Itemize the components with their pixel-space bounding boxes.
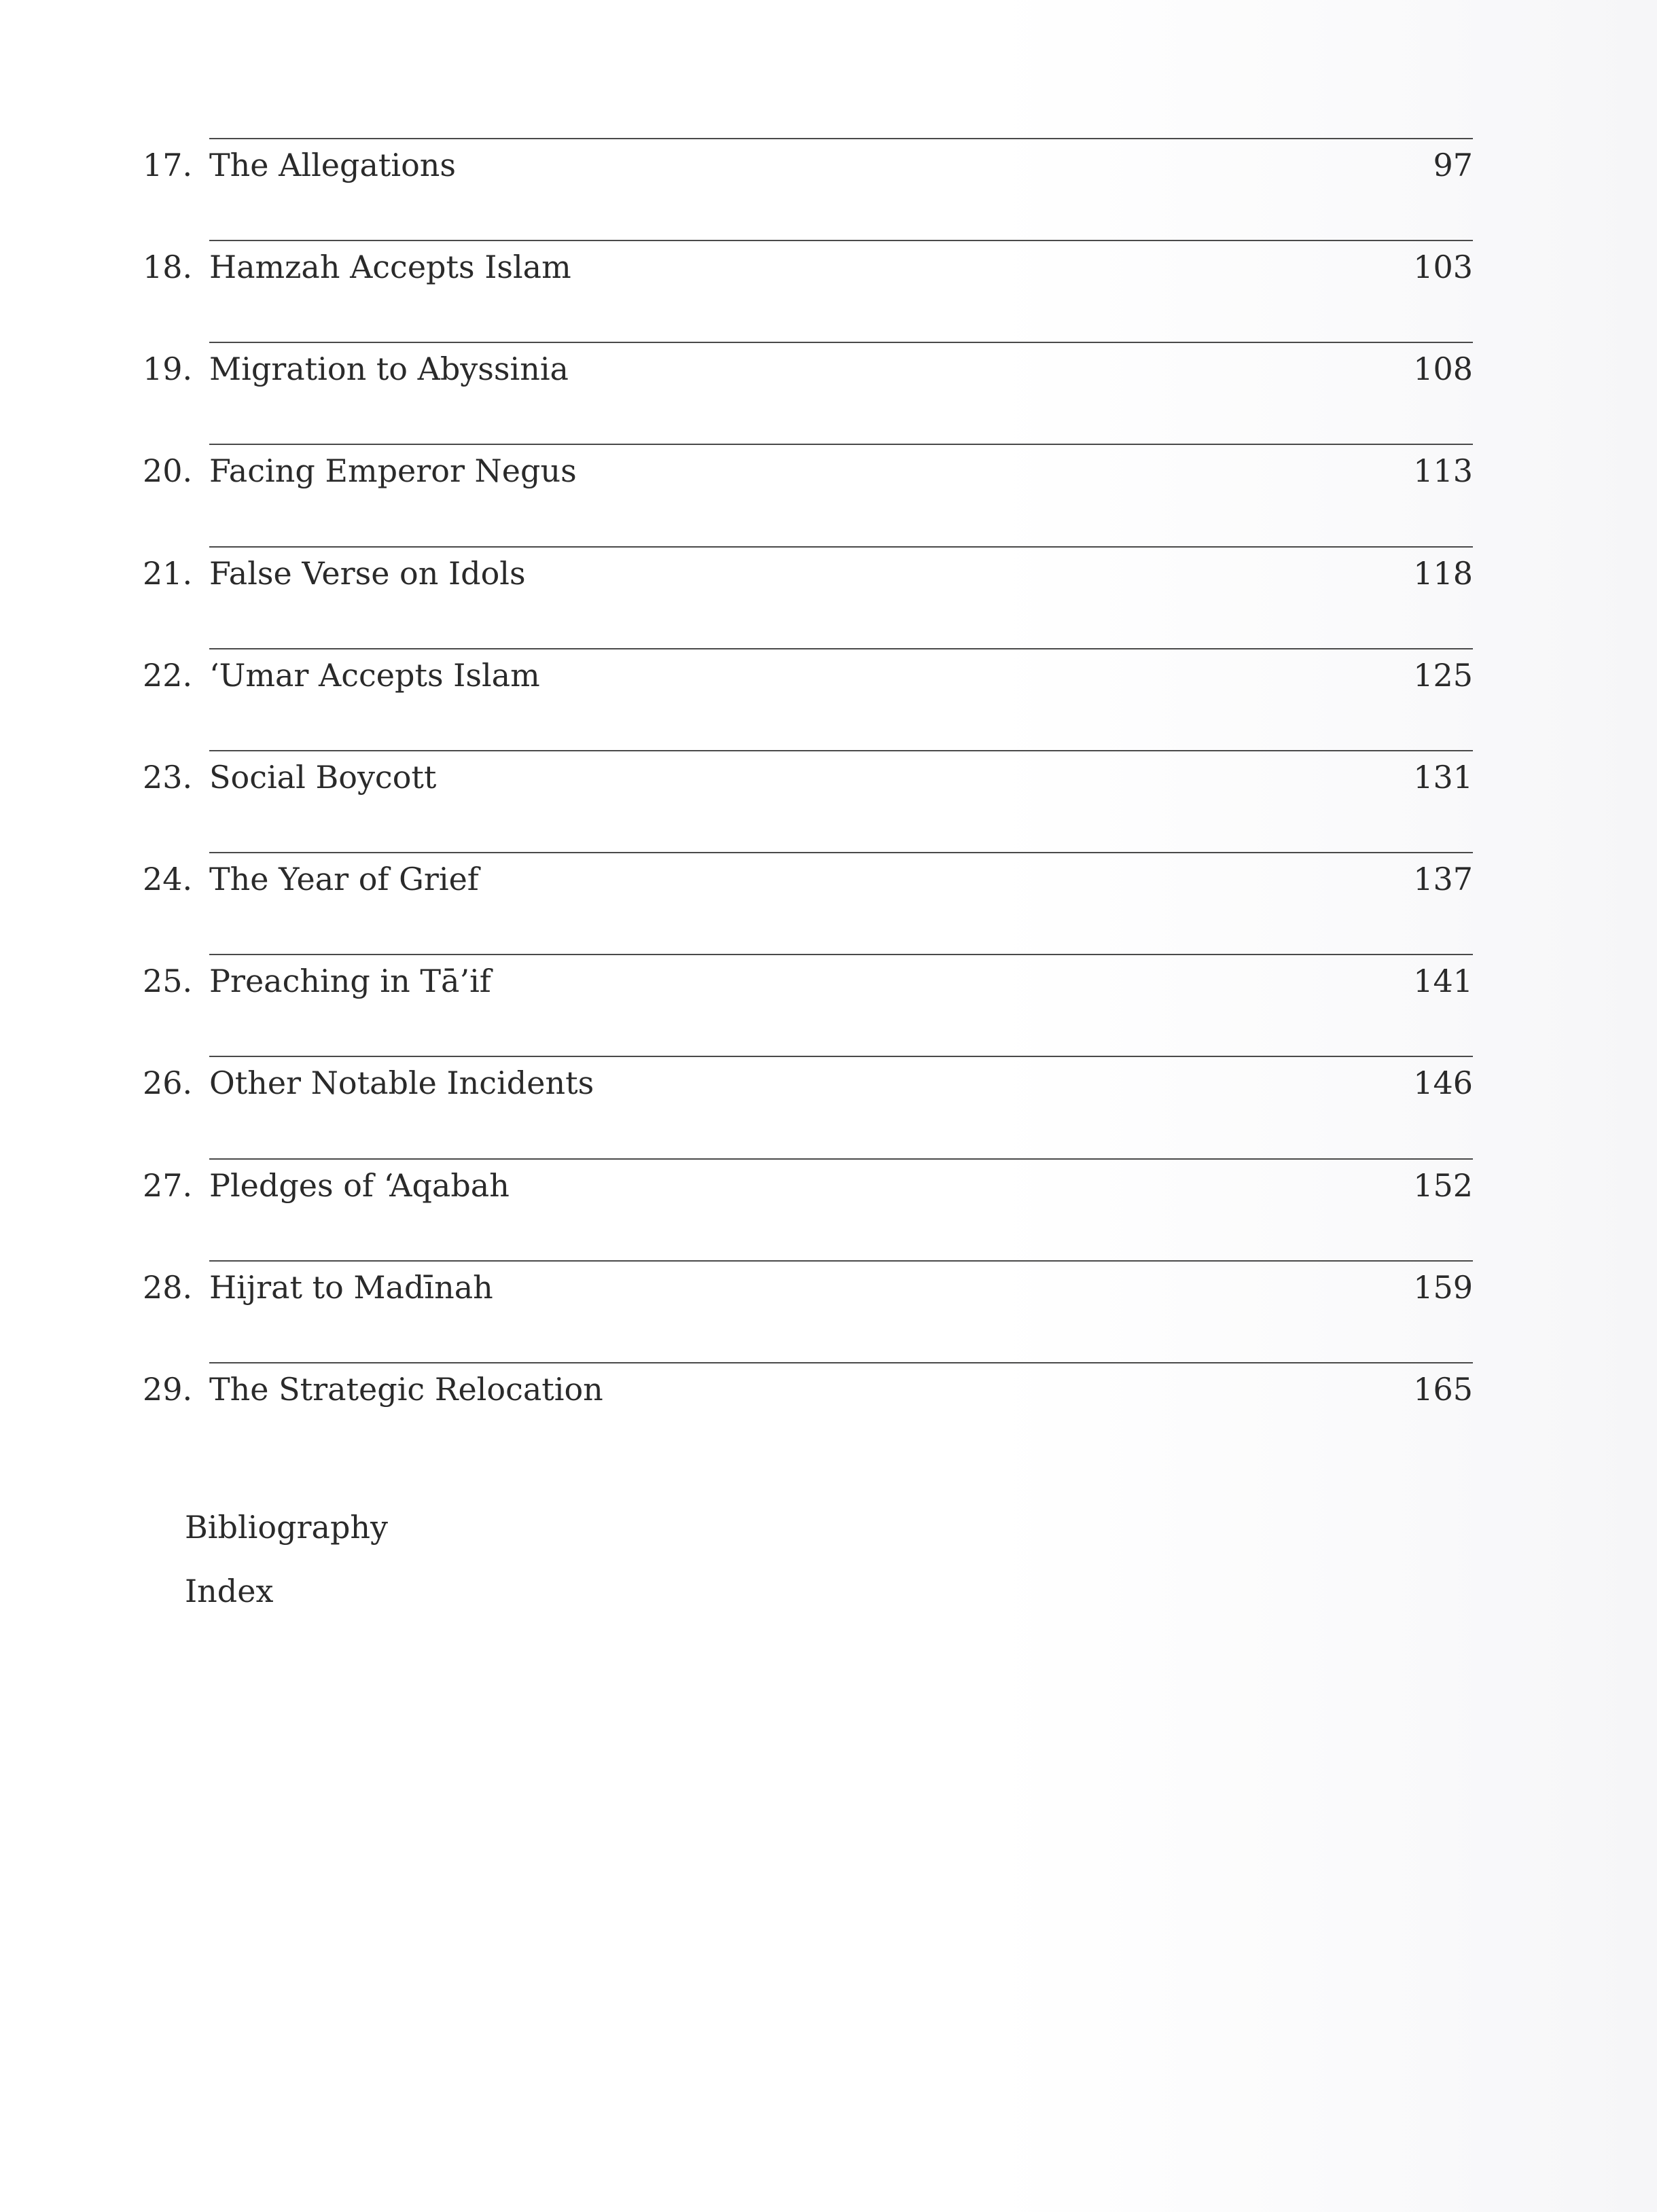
toc-entry-page: 131 <box>1413 759 1473 796</box>
toc-entry-21 <box>0 546 1657 648</box>
toc-entry-24 <box>0 852 1657 954</box>
toc-entry-number: 20. <box>143 452 193 489</box>
toc-entry-17 <box>0 138 1657 240</box>
toc-entry-title: The Strategic Relocation <box>209 1371 603 1408</box>
toc-entry-title: Social Boycott <box>209 759 437 796</box>
toc-entry-19 <box>0 342 1657 444</box>
toc-entry-22 <box>0 648 1657 750</box>
toc-entry-title: ‘Umar Accepts Islam <box>209 657 540 694</box>
toc-entry-number: 25. <box>143 963 193 999</box>
toc-entry-title: Hijrat to Madīnah <box>209 1269 493 1306</box>
toc-entry-page: 137 <box>1413 861 1473 897</box>
toc-entry-number: 28. <box>143 1269 193 1306</box>
toc-entry-number: 22. <box>143 657 193 694</box>
toc-entry-number: 19. <box>143 351 193 387</box>
toc-rule <box>209 1056 1473 1057</box>
toc-entry-number: 24. <box>143 861 193 897</box>
toc-entry-title: Pledges of ‘Aqabah <box>209 1167 510 1204</box>
toc-entry-page: 141 <box>1413 963 1473 999</box>
toc-rule <box>209 954 1473 955</box>
toc-entry-page: 159 <box>1413 1269 1473 1306</box>
toc-entry-title: Facing Emperor Negus <box>209 452 577 489</box>
toc-entry-number: 27. <box>143 1167 193 1204</box>
toc-entry-number: 21. <box>143 555 193 592</box>
toc-entry-25 <box>0 954 1657 1056</box>
toc-entry-26 <box>0 1056 1657 1158</box>
back-matter-index: Index <box>185 1573 274 1609</box>
toc-entry-page: 165 <box>1413 1371 1473 1408</box>
toc-entry-number: 17. <box>143 147 193 183</box>
toc-entry-number: 18. <box>143 249 193 285</box>
toc-entry-title: Migration to Abyssinia <box>209 351 569 387</box>
toc-entry-28 <box>0 1260 1657 1362</box>
toc-rule <box>209 852 1473 853</box>
toc-entry-page: 113 <box>1413 452 1473 489</box>
toc-entry-number: 23. <box>143 759 193 796</box>
toc-entry-number: 29. <box>143 1371 193 1408</box>
toc-rule <box>209 138 1473 139</box>
toc-rule <box>209 240 1473 241</box>
toc-entry-title: False Verse on Idols <box>209 555 526 592</box>
toc-rule <box>209 750 1473 751</box>
toc-rule <box>209 1362 1473 1363</box>
toc-entry-18 <box>0 240 1657 342</box>
back-matter-bibliography: Bibliography <box>185 1509 388 1546</box>
toc-rule <box>209 444 1473 445</box>
toc-entry-page: 103 <box>1413 249 1473 285</box>
toc-entry-title: The Allegations <box>209 147 457 183</box>
toc-entry-title: Preaching in Tā’if <box>209 963 491 999</box>
toc-entry-20 <box>0 444 1657 546</box>
toc-rule <box>209 546 1473 548</box>
toc-rule <box>209 1260 1473 1262</box>
toc-entry-title: Hamzah Accepts Islam <box>209 249 571 285</box>
toc-entry-page: 118 <box>1413 555 1473 592</box>
toc-entry-27 <box>0 1158 1657 1260</box>
toc-entry-page: 125 <box>1413 657 1473 694</box>
toc-entry-number: 26. <box>143 1065 193 1101</box>
toc-entry-page: 152 <box>1413 1167 1473 1204</box>
toc-entry-23 <box>0 750 1657 852</box>
toc-rule <box>209 648 1473 649</box>
toc-entry-title: The Year of Grief <box>209 861 479 897</box>
toc-entry-page: 108 <box>1413 351 1473 387</box>
toc-rule <box>209 342 1473 343</box>
toc-entry-page: 146 <box>1413 1065 1473 1101</box>
toc-entry-29 <box>0 1362 1657 1464</box>
toc-rule <box>209 1158 1473 1160</box>
toc-entry-title: Other Notable Incidents <box>209 1065 594 1101</box>
toc-entry-page: 97 <box>1433 147 1473 183</box>
